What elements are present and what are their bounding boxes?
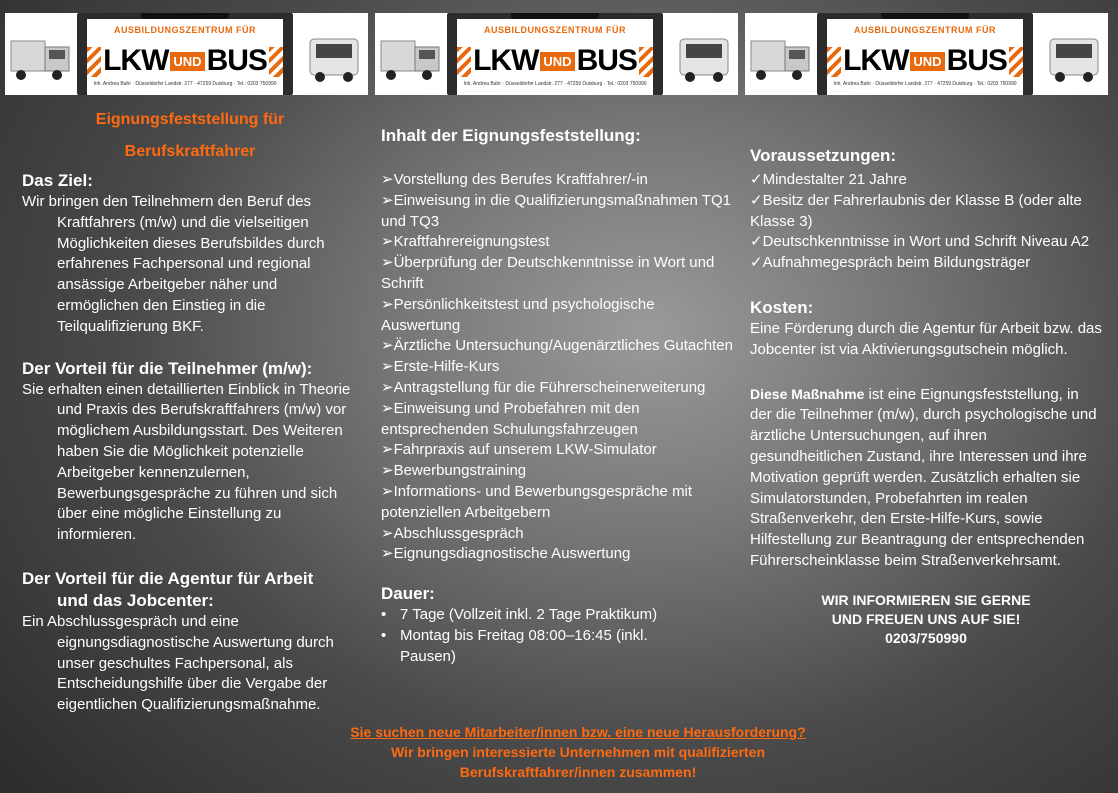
- list-item: • Montag bis Freitag 08:00–16:45 (inkl. Pausen): [381, 626, 737, 668]
- list-item: ➢Vorstellung des Berufes Kraftfahrer/-in: [381, 171, 648, 188]
- voraussetzungen-heading: Voraussetzungen:: [750, 146, 897, 165]
- list-item: ➢Erste-Hilfe-Kurs: [381, 358, 500, 376]
- logo-und: UND: [540, 52, 574, 71]
- kosten-text: Eine Förderung durch die Agentur für Arbeit bzw. das Jobcenter ist via Aktivierungsgutschein möglich.: [750, 319, 1102, 358]
- kosten-heading: Kosten:: [750, 297, 814, 317]
- truck-right-icon: [674, 33, 734, 83]
- phone-number: 0203/750990: [885, 629, 967, 646]
- dauer-heading: Dauer:: [381, 584, 435, 604]
- logo-arc-text: AUSBILDUNGSZENTRUM FÜR: [854, 25, 996, 35]
- list-item: ➢Kraftfahrereignungstest: [381, 233, 550, 251]
- list-item: ✓Deutschkenntnisse in Wort und Schrift Niveau A2: [750, 233, 1090, 251]
- list-item: ➢Fahrpraxis auf unserem LKW-Simulator: [381, 441, 657, 459]
- truck-right-icon: [1044, 33, 1104, 83]
- list-item: • 7 Tage (Vollzeit inkl. 2 Tage Praktikum): [381, 605, 737, 626]
- massnahme-text: [750, 384, 1102, 572]
- list-item: ➢Bewerbungstraining: [381, 462, 527, 480]
- list-item: ➢Ärztliche Untersuchung/Augenärztliches Gutachten: [381, 337, 733, 355]
- logo: [93, 41, 277, 81]
- banner-2: [375, 13, 738, 95]
- list-item: ➢Einweisung in die Qualifizierungsmaßnahmen TQ1 und TQ3: [381, 191, 731, 230]
- list-item: ➢Abschlussgespräch: [381, 524, 524, 542]
- page-title-line2: Berufskraftfahrer: [124, 143, 256, 160]
- logo-lkw: LKW: [103, 44, 169, 77]
- banner-1: [5, 13, 368, 95]
- ziel-text: Wir bringen den Teilnehmern den Beruf des Kraftfahrers (m/w) und die vielseitigen Möglichkeiten dieses Berufsbildes durch erfahrenes Fachpersonal und regional ansässige Arbeitgeber näher und ermöglichen den Einstieg in die Teilqualifizierung BKF.: [22, 193, 325, 335]
- logo: [463, 41, 647, 81]
- list-item: ✓Mindestalter 21 Jahre: [750, 171, 907, 188]
- list-item: ➢Informations- und Bewerbungsgespräche mit potenziellen Arbeitgebern: [381, 482, 693, 521]
- vorteil-agentur-heading: [22, 568, 358, 612]
- voraussetzungen-list: [750, 170, 1102, 274]
- logo-address: Inh. Andrea Bahr · Düsseldorfer Landstr. 277 · 47259 Duisburg · Tel.: 0203 750990: [833, 81, 1017, 87]
- vorteil-teilnehmer-text: Sie erhalten einen detaillierten Einblick in Theorie und Praxis des Berufskraftfahrers (m/w) vor möglichem Ausbildungsstart. Des Weiteren haben Sie die Möglichkeit potenzielle Arbeitgeber kennenzulernen, Bewerbungsgespräche zu führen und sich über eine mögliche Einstellung zu informieren.: [22, 380, 351, 544]
- logo-und: UND: [170, 52, 204, 71]
- ziel-heading: Das Ziel:: [22, 171, 93, 190]
- truck-left-icon: [379, 37, 443, 81]
- footer-line2: Wir bringen interessierte Unternehmen mit qualifizierten: [390, 744, 766, 760]
- list-item: ➢Eignungsdiagnostische Auswertung: [381, 545, 631, 563]
- list-item: ➢Persönlichkeitstest und psychologische Auswertung: [381, 295, 655, 334]
- middle-column: [381, 125, 737, 668]
- logo-lkw: LKW: [843, 44, 909, 77]
- truck-right-icon: [304, 33, 364, 83]
- clipboard: [77, 13, 293, 95]
- logo-address: Inh. Andrea Bahr · Düsseldorfer Landstr. 277 · 47259 Duisburg · Tel.: 0203 750990: [463, 81, 647, 87]
- vorteil-agentur-text: Ein Abschlussgespräch und eine eignungsdiagnostische Auswertung durch unser geschultes Fachpersonal, als Entscheidungshilfe über die Vergabe der eigentlichen Qualifizierungsmaßnahme.: [22, 612, 334, 714]
- logo: [833, 41, 1017, 81]
- info-line2: UND FREUEN UNS AUF SIE!: [831, 610, 1021, 627]
- logo-arc-text: AUSBILDUNGSZENTRUM FÜR: [484, 25, 626, 35]
- list-item: ➢Einweisung und Probefahren mit den entsprechenden Schulungsfahrzeugen: [381, 399, 640, 438]
- vorteil-agentur-heading-1: Der Vorteil für die Agentur für Arbeit: [22, 568, 314, 588]
- logo-bus: BUS: [576, 44, 637, 77]
- logo-und: UND: [910, 52, 944, 71]
- truck-left-icon: [749, 37, 813, 81]
- inhalt-list: [381, 170, 737, 565]
- massnahme-body: ist eine Eignungsfeststellung, in der die Teilnehmer (m/w), durch psychologische und ärztliche Untersuchungen, auf ihren gesundheitlichen Zustand, ihre Interessen und ihre Motivation geprüft werden. Zusätzlich erhalten sie Simulatorstunden, Probefahrten im realen Straßenverkehr, den Erste-Hilfe-Kurs, sowie Hilfestellung zur Beantragung der entsprechenden Führerscheinklasse beim Straßenverkehrsamt.: [750, 385, 1097, 569]
- left-column: [22, 104, 358, 716]
- footer-line3: Berufskraftfahrer/innen zusammen!: [459, 764, 697, 780]
- truck-left-icon: [9, 37, 73, 81]
- dauer-list: [381, 605, 737, 667]
- footer-line1: Sie suchen neue Mitarbeiter/innen bzw. eine neue Herausforderung?: [350, 724, 806, 740]
- list-item: ➢Antragstellung für die Führerscheinerweiterung: [381, 378, 706, 396]
- list-item: ✓Besitz der Fahrerlaubnis der Klasse B (oder alte Klasse 3): [750, 191, 1082, 230]
- clipboard: [447, 13, 663, 95]
- logo-lkw: LKW: [473, 44, 539, 77]
- right-column: [750, 145, 1102, 648]
- list-item: ✓Aufnahmegespräch beim Bildungsträger: [750, 254, 1031, 272]
- logo-address: Inh. Andrea Bahr · Düsseldorfer Landstr. 277 · 47259 Duisburg · Tel.: 0203 750990: [93, 81, 277, 87]
- logo-bus: BUS: [206, 44, 267, 77]
- info-block: [750, 591, 1102, 648]
- inhalt-heading: Inhalt der Eignungsfeststellung:: [381, 126, 641, 145]
- clipboard: [817, 13, 1033, 95]
- massnahme-bold: Diese Maßnahme: [750, 385, 865, 402]
- info-line1: WIR INFORMIEREN SIE GERNE: [821, 591, 1031, 608]
- list-item: ➢Überprüfung der Deutschkenntnisse in Wort und Schrift: [381, 254, 715, 292]
- banner-3: [745, 13, 1108, 95]
- vorteil-agentur-heading-2: und das Jobcenter:: [57, 590, 214, 610]
- logo-arc-text: AUSBILDUNGSZENTRUM FÜR: [114, 25, 256, 35]
- page-title-line1: Eignungsfeststellung für: [95, 111, 285, 128]
- logo-bus: BUS: [946, 44, 1007, 77]
- footer-slogan: [280, 722, 876, 782]
- vorteil-teilnehmer-heading: Der Vorteil für die Teilnehmer (m/w):: [22, 358, 313, 378]
